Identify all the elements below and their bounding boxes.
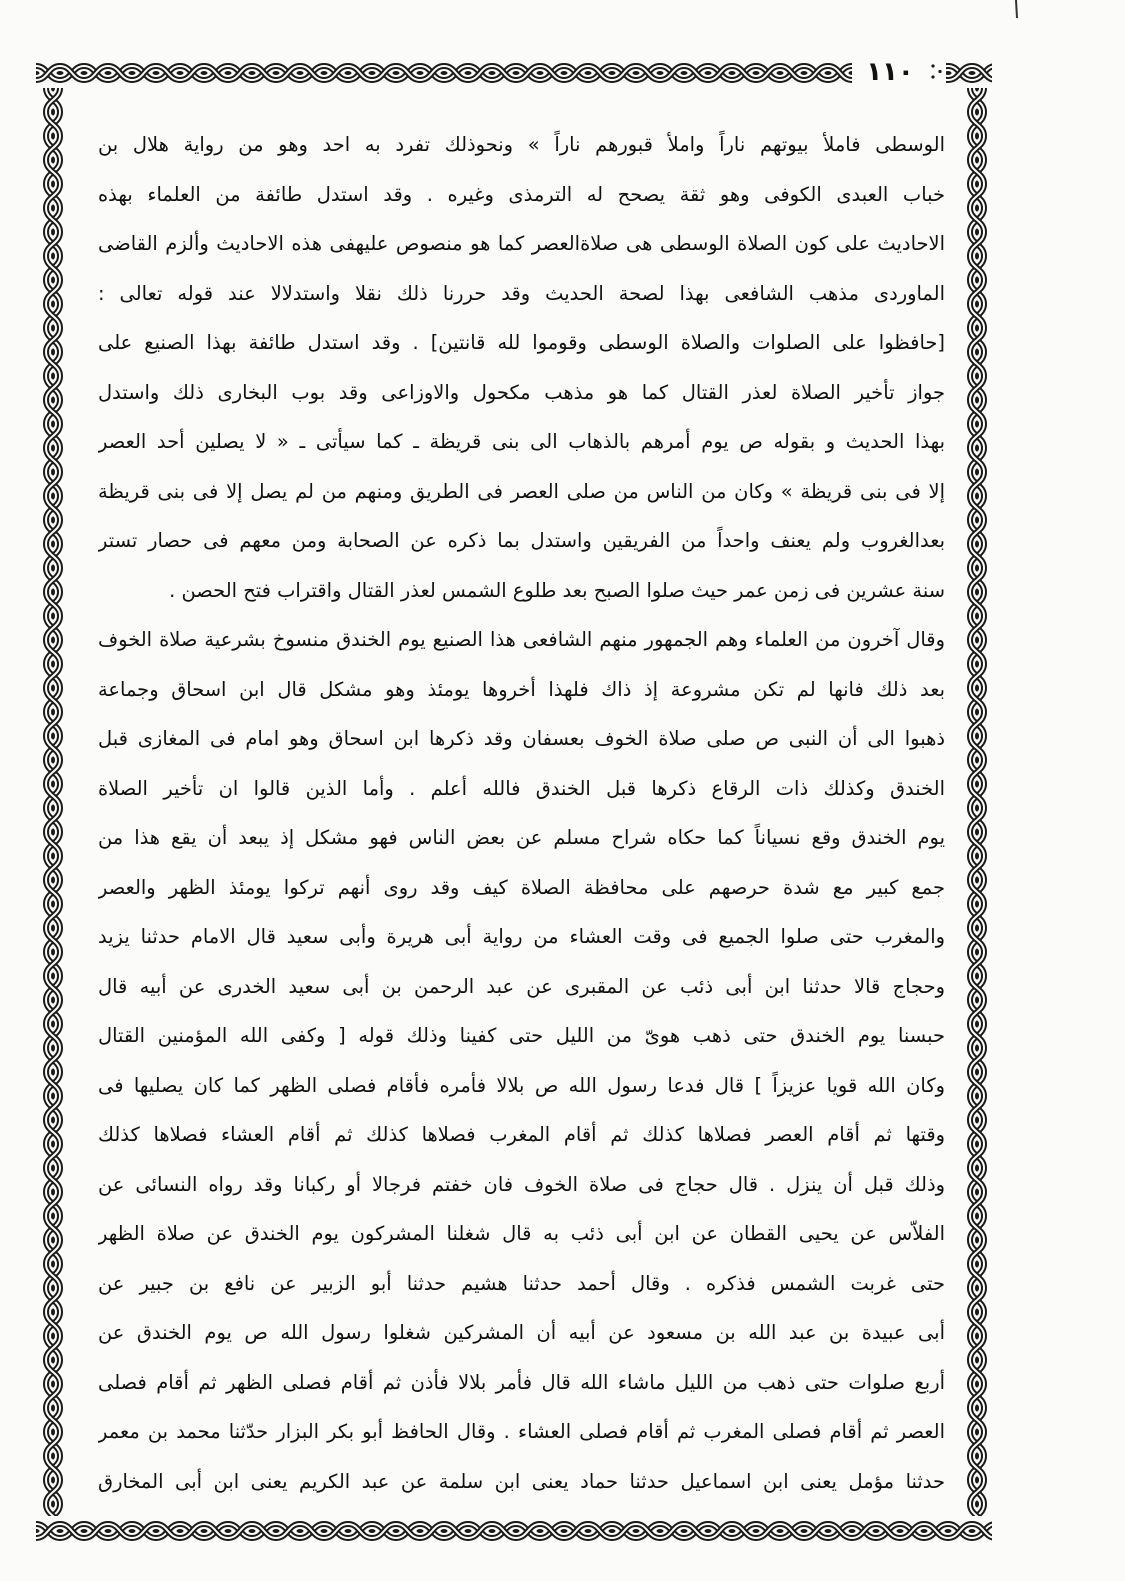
text-line: وقتها ثم أقام العصر فصلاها كذلك ثم أقام المغرب فصلاها كذلك ثم أقام العشاء فصلاها كذلك xyxy=(98,1123,945,1146)
text-line: حتى غربت الشمس فذكره . وقال أحمد حدثنا هشيم حدثنا أبو الزبير عن نافع بن جبير عن xyxy=(98,1271,945,1295)
page-number: ١١٠ xyxy=(866,57,914,87)
text-line: أبى عبيدة بن عبد الله بن مسعود عن أبيه أن المشركين شغلوا رسول الله ص يوم الخندق عن xyxy=(98,1321,945,1344)
text-line: والمغرب حتى صلوا الجميع فى وقت العشاء من رواية أبى هريرة وأبى سعيد قال الامام حدثنا يزيد xyxy=(98,925,945,948)
text-line: بهذا الحديث و بقوله ص يوم أمرهم بالذهاب الى بنى قريظة ـ كما سيأتى ـ « لا يصلين أحد العصر xyxy=(98,430,945,453)
text-line: أربع صلوات حتى ذهب من الليل ماشاء الله قال فأمر بلالا فأذن ثم أقام فصلى الظهر ثم أقام فصلى xyxy=(98,1370,945,1394)
border-top-right-segment xyxy=(946,58,992,88)
text-line: الخندق وكذلك ذات الرقاع ذكرها قبل الخندق فالله أعلم . وأما الذين قالوا ان تأخير الصلاة xyxy=(98,776,945,800)
border-right xyxy=(962,88,992,1516)
text-line: جمع كبير مع شدة حرصهم على محافظة الصلاة كيف وقد روى أنهم تركوا يومئذ الظهر والعصر xyxy=(98,875,945,899)
border-top xyxy=(36,58,852,88)
text-line: حبسنا يوم الخندق حتى ذهب هوىّ من الليل حتى كفينا وذلك قوله [ وكفى الله المؤمنين القتال xyxy=(98,1024,945,1047)
text-line: وذلك قبل أن ينزل . قال حجاج فى صلاة الخوف فان خفتم فرجالا أو ركبانا وقد رواه النسائى عن xyxy=(98,1172,945,1196)
page-number-ornament xyxy=(931,64,941,78)
text-body xyxy=(98,120,945,1506)
text-line: الماوردى مذهب الشافعى بهذا لصحة الحديث وقد حررنا ذلك نقلا واستدلالا عند قوله تعالى : xyxy=(98,281,945,305)
text-line: يوم الخندق وقع نسياناً كما حكاه شراح مسلم عن بعض الناس فهو مشكل إذ يبعد أن يقع هذا من xyxy=(98,826,945,849)
paragraph-end-line: سنة عشرين فى زمن عمر حيث صلوا الصبح بعد طلوع الشمس لعذر القتال واقتراب فتح الحصن . xyxy=(169,578,945,602)
text-line: الاحاديث على كون الصلاة الوسطى هى صلاةالعصر كما هو منصوص عليهفى هذه الاحاديث وألزم القاضى xyxy=(98,232,945,255)
text-line: وكان الله قويا عزيزاً ] قال فدعا رسول الله ص بلالا فأمره فأقام فصلى الظهر كما كان يصليها فى xyxy=(98,1073,945,1097)
text-line: إلا فى بنى قريظة » وكان من الناس من صلى العصر فى الطريق ومنهم من لم يصل إلا فى بنى قريظة xyxy=(98,479,945,503)
text-line: بعدالغروب ولم يعنف واحداً من الفريقين واستدل بما ذكره عن الصحابة ومن معهم فى حصار تستر xyxy=(98,529,945,552)
border-left xyxy=(38,88,68,1516)
text-line: حدثنا مؤمل يعنى ابن اسماعيل حدثنا حماد يعنى ابن سلمة عن عبد الكريم يعنى ابن أبى المخارق xyxy=(98,1469,945,1493)
text-line: وقال آخرون من العلماء وهم الجمهور منهم الشافعى هذا الصنيع يوم الخندق منسوخ بشرعية صلاة الخوف xyxy=(98,628,945,651)
text-line: [حافظوا على الصلوات والصلاة الوسطى وقوموا لله قانتين] . وقد استدل طائفة بهذا الصنيع على xyxy=(98,331,945,354)
text-line: جواز تأخير الصلاة لعذر القتال كما هو مذهب مكحول والاوزاعى وقد بوب البخارى ذلك واستدل xyxy=(98,380,945,404)
text-line: الوسطى فاملأ بيوتهم ناراً واملأ قبورهم ناراً » ونحوذلك تفرد به احد وهو من رواية هلال بن xyxy=(98,133,945,156)
scan-mark xyxy=(1016,0,1017,18)
text-line: خباب العبدى الكوفى وهو ثقة يصحح له الترمذى وغيره . وقد استدل طائفة من العلماء بهذه xyxy=(98,182,945,206)
text-line: العصر ثم أقام فصلى المغرب ثم أقام فصلى العشاء . وقال الحافظ أبو بكر البزار حدّثنا محمد بن معمر xyxy=(98,1420,945,1443)
text-line: ذهبوا الى أن النبى ص صلى صلاة الخوف بعسفان وقد ذكرها ابن اسحاق وهو امام فى المغازى قبل xyxy=(98,727,945,750)
border-bottom xyxy=(36,1516,992,1546)
text-line: الفلاّس عن يحيى القطان عن ابن أبى ذئب به قال شغلنا المشركون يوم الخندق عن صلاة الظهر xyxy=(98,1222,945,1245)
text-line: بعد ذلك فانها لم تكن مشروعة إذ ذاك فلهذا أخروها يومئذ وهو مشكل قال ابن اسحاق وجماعة xyxy=(98,677,945,701)
text-line: وحجاج قالا حدثنا ابن أبى ذئب عن المقبرى عن عبد الرحمن بن أبى سعيد الخدرى عن أبيه قال xyxy=(98,974,945,998)
